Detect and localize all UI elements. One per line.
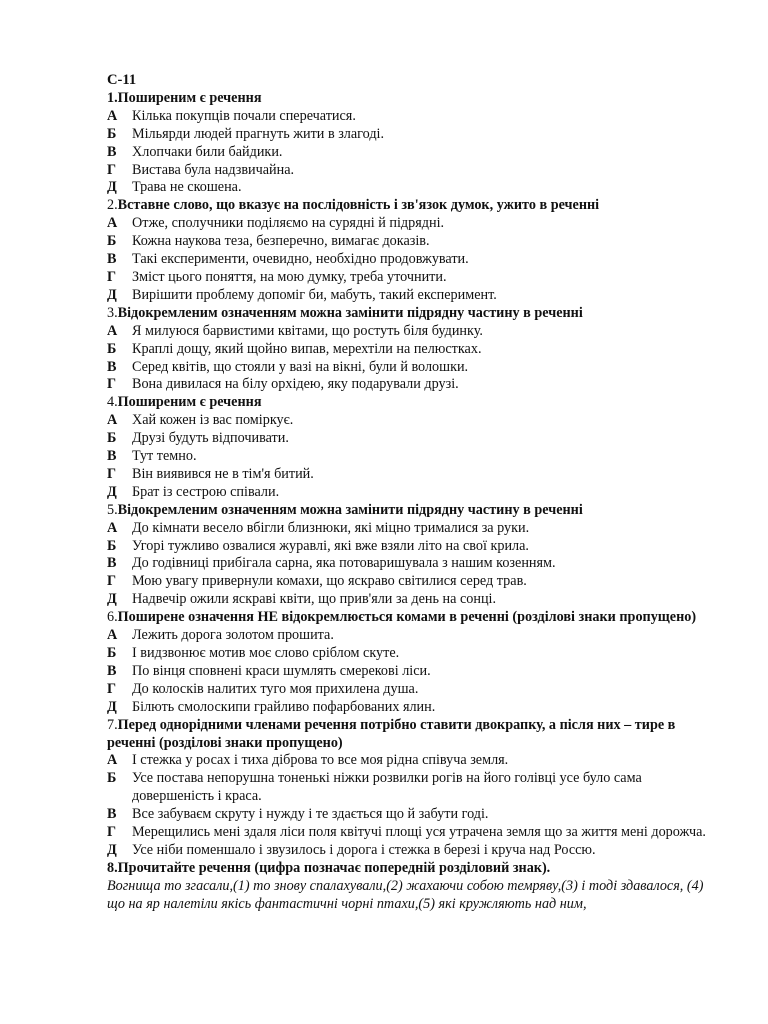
option-text: Надвечір ожили яскраві квіти, що прив'яли за день на сонці.	[132, 591, 497, 608]
question-number: 8.	[107, 859, 118, 876]
option-text: Хлопчаки били байдики.	[132, 143, 283, 160]
option-text: Мою увагу привернули комахи, що яскраво світилися серед трав.	[132, 573, 527, 590]
option-text: Кожна наукова теза, безперечно, вимагає доказів.	[132, 233, 430, 250]
option-letter: А	[107, 627, 118, 644]
option-letter: Б	[107, 340, 117, 357]
answer-option	[107, 681, 710, 699]
option-text: Зміст цього поняття, на мою думку, треба уточнити.	[132, 268, 447, 285]
question-8	[107, 860, 710, 914]
question-text: Вставне слово, що вказує на послідовність і зв'язок думок, ужито в реченні	[117, 197, 600, 214]
option-text: Такі експерименти, очевидно, необхідно продовжувати.	[132, 251, 469, 268]
option-text: Отже, сполучники поділяємо на сурядні й підрядні.	[132, 215, 445, 232]
option-letter: Д	[107, 286, 117, 303]
option-text: І стежка у росах і тиха діброва то все моя рідна співуча земля.	[132, 752, 509, 769]
answer-option	[107, 251, 710, 269]
option-letter: Г	[107, 465, 117, 482]
question-number: 1.	[107, 89, 118, 106]
option-letter: Д	[107, 841, 117, 858]
answer-option	[107, 162, 710, 180]
answer-option	[107, 144, 710, 162]
option-letter: Г	[107, 161, 117, 178]
option-text: Все забуваєм скруту і нужду і те здається що й забути годі.	[132, 806, 489, 823]
option-letter: В	[107, 555, 117, 572]
reading-passage: Вогнища то згасали,(1) то знову спалахували,(2) жахаючи собою темряву,(3) і тоді здавалося, (4) що на яр налетіли якісь фантастичні чорні птахи,(5) які кружляють над ним,	[107, 877, 704, 912]
question-3	[107, 305, 710, 395]
option-text: Вона дивилася на білу орхідею, яку подарували друзі.	[132, 376, 459, 393]
answer-option	[107, 538, 710, 556]
question-text: Відокремленим означенням можна замінити підрядну частину в реченні	[117, 501, 583, 518]
answer-option	[107, 484, 710, 502]
question-number: 4.	[107, 394, 118, 411]
answer-option	[107, 699, 710, 717]
answer-option	[107, 341, 710, 359]
answer-option	[107, 663, 710, 681]
option-letter: В	[107, 448, 117, 465]
option-letter: Д	[107, 698, 117, 715]
question-text: Поширеним є речення	[117, 89, 262, 106]
answer-option	[107, 430, 710, 448]
option-text: Він виявився не в тім'я битий.	[132, 465, 314, 482]
question-4	[107, 394, 710, 501]
option-letter: Б	[107, 770, 117, 787]
question-7	[107, 717, 710, 860]
option-text: До годівниці прибігала сарна, яка потоваришувала з нашим козенням.	[132, 555, 556, 572]
option-text: До колосків налитих туго моя прихилена душа.	[132, 680, 419, 697]
option-letter: В	[107, 806, 117, 823]
option-text: Краплі дощу, який щойно випав, мерехтіли на пелюстках.	[132, 340, 482, 357]
question-2	[107, 197, 710, 304]
option-text: Серед квітів, що стояли у вазі на вікні, були й волошки.	[132, 358, 469, 375]
option-text: Угорі тужливо озвалися журавлі, які вже взяли літо на свої крила.	[132, 537, 529, 554]
option-letter: Б	[107, 125, 117, 142]
question-text: Поширене означення НЕ відокремлюється комами в реченні (розділові знаки пропущено)	[117, 609, 697, 626]
option-letter: А	[107, 215, 118, 232]
option-letter: В	[107, 358, 117, 375]
option-letter: Д	[107, 179, 117, 196]
answer-option	[107, 573, 710, 591]
option-letter: А	[107, 752, 118, 769]
question-5	[107, 502, 710, 609]
option-text: Мерещились мені здаля ліси поля квітучі площі уся утрачена земля що за життя мені дорожча.	[132, 824, 706, 841]
question-6	[107, 609, 710, 716]
answer-option	[107, 466, 710, 484]
option-letter: Г	[107, 824, 117, 841]
question-number: 3.	[107, 304, 118, 321]
answer-option	[107, 179, 710, 197]
option-letter: А	[107, 519, 118, 536]
answer-option	[107, 412, 710, 430]
question-number: 5.	[107, 501, 118, 518]
question-text: Прочитайте речення (цифра позначає попередній розділовий знак).	[117, 859, 551, 876]
question-text: Перед однорідними членами речення потрібно ставити двокрапку, а після них – тире в реченні (розділові знаки пропущено)	[107, 716, 676, 751]
option-text: Хай кожен із вас поміркує.	[132, 412, 294, 429]
answer-option	[107, 359, 710, 377]
answer-option	[107, 591, 710, 609]
answer-option	[107, 627, 710, 645]
option-letter: В	[107, 662, 117, 679]
question-text: Поширеним є речення	[117, 394, 262, 411]
answer-option	[107, 842, 710, 860]
answer-option	[107, 323, 710, 341]
option-text: Брат із сестрою співали.	[132, 483, 280, 500]
option-text: Усе постава непорушна тоненькі ніжки розвилки рогів на його голівці усе було сама довершеність і краса.	[132, 770, 642, 805]
option-letter: В	[107, 143, 117, 160]
option-letter: А	[107, 107, 118, 124]
question-1	[107, 90, 710, 197]
option-letter: Б	[107, 233, 117, 250]
option-letter: Б	[107, 430, 117, 447]
answer-option	[107, 770, 710, 806]
question-text: Відокремленим означенням можна замінити підрядну частину в реченні	[117, 304, 583, 321]
option-text: Я милуюся барвистими квітами, що ростуть біля будинку.	[132, 322, 483, 339]
option-letter: Б	[107, 645, 117, 661]
answer-option	[107, 376, 710, 394]
option-text: І видзвонює мотив моє слово сріблом скуте.	[132, 645, 400, 661]
option-text: Вистава була надзвичайна.	[132, 161, 295, 178]
option-letter: А	[107, 412, 118, 429]
option-text: Мільярди людей прагнуть жити в злагоді.	[132, 125, 385, 142]
answer-option	[107, 824, 710, 842]
answer-option	[107, 215, 710, 233]
test-title: С-11	[107, 72, 137, 88]
option-text: До кімнати весело вбігли близнюки, які міцно трималися за руки.	[132, 519, 530, 536]
option-text: Лежить дорога золотом прошита.	[132, 627, 334, 644]
answer-option	[107, 752, 710, 770]
answer-option	[107, 645, 710, 663]
answer-option	[107, 126, 710, 144]
question-number: 6.	[107, 609, 118, 626]
option-letter: Д	[107, 483, 117, 500]
option-text: Білють смолоскипи грайливо пофарбованих ялин.	[132, 698, 436, 715]
answer-option	[107, 806, 710, 824]
answer-option	[107, 448, 710, 466]
answer-option	[107, 287, 710, 305]
option-letter: Г	[107, 680, 117, 697]
option-text: Трава не скошена.	[132, 179, 242, 196]
option-letter: Г	[107, 376, 117, 393]
option-text: Кілька покупців почали сперечатися.	[132, 107, 356, 124]
answer-option	[107, 269, 710, 287]
option-letter: Г	[107, 268, 117, 285]
option-text: По вінця сповнені краси шумлять смерекові ліси.	[132, 662, 431, 679]
option-letter: Б	[107, 537, 117, 554]
option-letter: А	[107, 322, 118, 339]
answer-option	[107, 520, 710, 538]
option-letter: Д	[107, 591, 117, 608]
question-number: 7.	[107, 716, 118, 733]
answer-option	[107, 233, 710, 251]
answer-option	[107, 555, 710, 573]
answer-option	[107, 108, 710, 126]
option-text: Вирішити проблему допоміг би, мабуть, такий експеримент.	[132, 286, 497, 303]
option-text: Тут темно.	[132, 448, 197, 465]
option-text: Усе ніби поменшало і звузилось і дорога і стежка в березі і круча над Россю.	[132, 841, 596, 858]
option-text: Друзі будуть відпочивати.	[132, 430, 289, 447]
option-letter: Г	[107, 573, 117, 590]
option-letter: В	[107, 251, 117, 268]
question-number: 2.	[107, 197, 118, 214]
